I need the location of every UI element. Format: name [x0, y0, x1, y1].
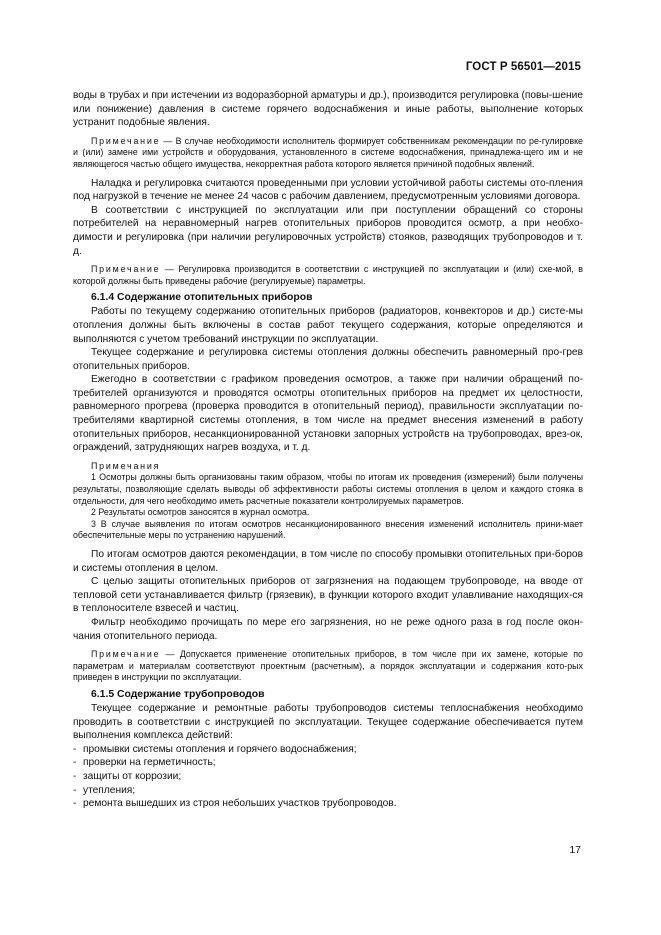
section-heading: 6.1.5 Содержание трубопроводов: [91, 688, 265, 700]
list-dash: -: [73, 798, 77, 810]
note: [73, 649, 583, 684]
section-heading: 6.1.4 Содержание отопительных приборов: [91, 292, 313, 304]
note-text: — Допускается применение отопительных приборов, в том числе при их замене, которые по параметрам и материалам соответствуют проектным (расчетным), а порядок эксплуатации и содержания кото-рых приведен в инструкции по эксплуатации.: [73, 649, 583, 683]
list-item: - утепления;: [73, 784, 136, 796]
paragraph: Текущее содержание и регулировка системы отопления должны обеспечить равномерный про-грев отопительных приборов.: [73, 347, 583, 372]
document-header: ГОСТ Р 56501—2015: [465, 61, 581, 73]
note-label: Примечание: [91, 649, 161, 660]
paragraph: В соответствии с инструкцией по эксплуатации или при поступлении обращений со стороны потребителей на неравномерный нагрев отопительных приборов проводится осмотр, а при необхо-димости и регулировка (при наличии регулировочных устройств) стояков, разводящих трубопроводов и т. д.: [73, 204, 583, 257]
note-text: — Регулировка производится в соответствии с инструкцией по эксплуатации и (или) схе-мой, в которой должны быть приведены рабочие (регулируемые) параметры.: [73, 264, 583, 286]
note: [73, 264, 583, 287]
paragraph: Ежегодно в соответствии с графиком проведения осмотров, а также при наличии обращений по-требителей организуются и проводятся осмотры отопительных приборов на предмет их целостности, равномерного прогрева (проверка проводится в отопительный период), правильности эксплуатации по-требителями квартирной системы отопления, в том числе на предмет внесения изменений в работу отопительных приборов, несанкционированной установки запорных устройств на трубопроводах, врез-ок, ограждений, затрудняющих нагрев воздуха, и т. д.: [73, 374, 583, 454]
paragraph: С целью защиты отопительных приборов от загрязнения на подающем трубопроводе, на вводе от тепловой сети устанавливается фильтр (грязевик), в функции которого входит улавливание находящих-ся в теплоносителе взвесей и частиц.: [73, 576, 583, 615]
document-body: [73, 89, 583, 811]
note-item: 1 Осмотры должны быть организованы таким образом, чтобы по итогам их проведения (измерений) были получены результаты, позволяющие сделать выводы об эффективности работы системы отопления в целом и каждого стояка в отдельности, для чего необходимо иметь расчетные показатели контролируемых параметров.: [73, 472, 583, 506]
action-list: [73, 743, 583, 811]
note-label: Примечание: [91, 135, 161, 146]
paragraph: По итогам осмотров даются рекомендации, в том числе по способу промывки отопительных при-боров и системы отопления в целом.: [73, 549, 583, 574]
list-item: - промывки системы отопления и горячего водоснабжения;: [73, 743, 357, 755]
notes-label: Примечания: [91, 460, 161, 471]
paragraph: Наладка и регулировка считаются проведенными при условии устойчивой работы системы ото-пления под нагрузкой в течение не менее 24 часов с рабочим давлением, предусмотренным условиями договора.: [73, 177, 583, 203]
list-dash: -: [73, 743, 77, 755]
list-item: - проверки на герметичность;: [73, 757, 216, 769]
list-item: - защиты от коррозии;: [73, 770, 182, 782]
note-item: 3 В случае выявления по итогам осмотров несанкционированного внесения изменений исполнитель прини-мает обеспечительные меры по устранению нарушений.: [73, 518, 583, 541]
paragraph: Работы по текущему содержанию отопительных приборов (радиаторов, конвекторов и др.) систе-мы отопления должны быть включены в состав работ текущего содержания, которые определяются и выполняются с учетом требований инструкции по эксплуатации.: [73, 306, 583, 345]
paragraph: воды в трубах и при истечении из водоразборной арматуры и др.), производится регулировка (повы-шение или понижение) давления в системе горячего водоснабжения и иные работы, выполнение которых устранит подобные явления.: [73, 90, 583, 129]
list-dash: -: [73, 784, 77, 796]
paragraph: Текущее содержание и ремонтные работы трубопроводов системы теплоснабжения необходимо проводить в соответствии с инструкцией по эксплуатации. Текущее содержание обеспечивается путем выполнения комплекса действий:: [73, 702, 583, 742]
paragraph: Фильтр необходимо прочищать по мере его загрязнения, но не реже одного раза в год после окон-чания отопительного периода.: [73, 616, 583, 642]
list-item: - ремонта вышедших из строя небольших участков трубопроводов.: [73, 798, 397, 810]
list-dash: -: [73, 770, 77, 782]
list-dash: -: [73, 757, 77, 769]
note-label: Примечание: [91, 264, 161, 275]
note-text: — В случае необходимости исполнитель формирует собственникам рекомендации по ре-гулировке и (или) замене ими устройств и оборудования, установленного в системе водоснабжения, принадлежа-щего им и не являющегося частью общего имущества, некорректная работа которого является причиной подобных явлений.: [73, 135, 583, 169]
notes-heading: [73, 461, 583, 473]
page-number: 17: [569, 844, 581, 856]
note: [73, 136, 583, 171]
note-item: 2 Результаты осмотров заносятся в журнал осмотра.: [91, 507, 310, 518]
